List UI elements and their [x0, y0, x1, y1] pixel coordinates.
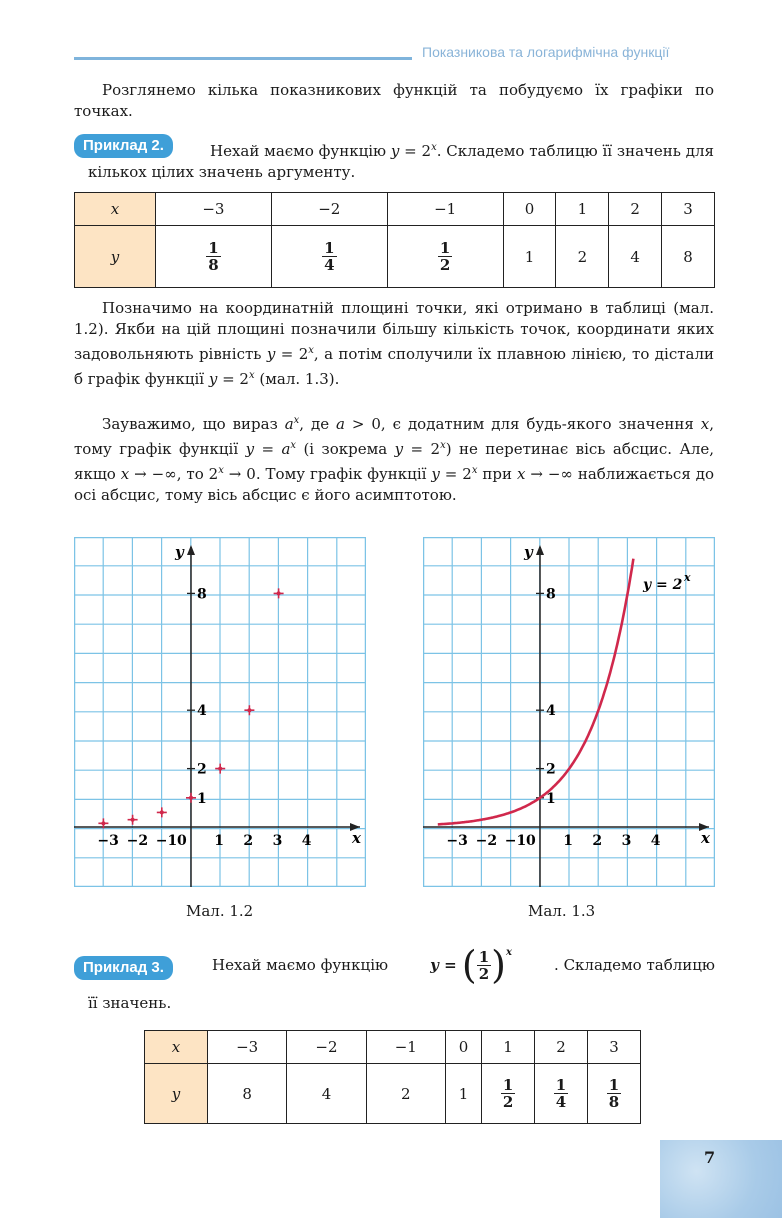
table-cell-y: 4 [609, 226, 662, 288]
paragraph-plot-points: Позначимо на координатній площині точки, які отримано в таблиці (мал. 1.2). Якби на цій площині позначили більшу кількість точок, координати яких задовольняють рівність $y = 2^x$, а потім сполучили їх плавною лінією, то дістали б графік функції $y = 2^x$ (мал. 1.3). [74, 299, 714, 388]
x-tick-label: 4 [650, 833, 661, 849]
table-cell-y: 8 [208, 1064, 287, 1124]
x-tick-label: −2 [475, 833, 498, 849]
data-point-dot [189, 796, 193, 800]
x-axis-label: x [352, 829, 361, 847]
table-cell-y [587, 1064, 640, 1124]
y-axis-arrow [187, 545, 195, 555]
table-row-y [75, 226, 715, 288]
table-cell-y [156, 226, 272, 288]
data-point-dot [277, 591, 281, 595]
table-cell-x: 1 [556, 193, 609, 226]
decorative-page-corner [660, 1140, 782, 1218]
x-tick-label: 1 [214, 833, 224, 849]
table-cell-y [387, 226, 503, 288]
values-table-1 [74, 192, 715, 288]
figure-1-2-caption: Мал. 1.2 [186, 902, 254, 920]
curve-label: y = 2 [643, 577, 683, 593]
example-2-text: Нехай маємо функцію $y = 2^x$. Складемо таблицю її значень для кількох цілих значень аргументу. [88, 142, 714, 181]
curve-2-pow-x [438, 559, 634, 825]
running-header: Показникова та логарифмічна функції [422, 44, 670, 60]
table-row-y [145, 1064, 641, 1124]
y-tick-label: 1 [546, 790, 556, 807]
table-header-x: x [75, 193, 156, 226]
fraction: $\frac{1}{8}$ [208, 239, 219, 274]
table-cell-y [482, 1064, 535, 1124]
paragraph-asymptote: Зауважимо, що вираз $a^x$, де a > 0, є додатним для будь-якого значення x, тому графік функції $y = a^x$ (і зокрема $y = 2^x$) не перетинає вісь абсцис. Але, якщо x → −∞, то $2^x \to 0$. Тому графік функції $y = 2^x$ при x → −∞ наближається до осі абсцис, тому вісь абсцис є його асимптотою. [74, 415, 715, 504]
intro-paragraph: Розглянемо кілька показникових функцій та побудуємо їх графіки по точках. [74, 81, 714, 120]
x-tick-label: −3 [97, 833, 119, 849]
x-tick-label: 0 [177, 833, 187, 849]
values-table-2 [144, 1030, 641, 1124]
x-tick-label: 3 [621, 833, 632, 849]
table-cell-y: 8 [662, 226, 715, 288]
y-tick-label: 1 [197, 790, 207, 807]
table-cell-x: 2 [609, 193, 662, 226]
data-point-dot [247, 708, 251, 712]
table-header-y: y [75, 226, 156, 288]
table-cell-x: 1 [482, 1031, 535, 1064]
example-3-text: Нехай маємо функцію y = ( $\frac{1}{2}$ ) $^x$ . Складемо таблицю [212, 943, 715, 987]
header-rule [74, 57, 412, 60]
table-cell-y: 2 [366, 1064, 445, 1124]
y-tick-label: 4 [546, 703, 556, 720]
y-tick-label: 4 [197, 703, 207, 720]
table-cell-x: −3 [156, 193, 272, 226]
example-3-text-line2: її значень. [88, 994, 172, 1012]
table-cell-x: −2 [287, 1031, 366, 1064]
table-cell-y: 1 [503, 226, 556, 288]
fraction: $\frac{1}{8}$ [608, 1076, 620, 1111]
fraction: $\frac{1}{2}$ [439, 239, 451, 274]
table-cell-y: 2 [556, 226, 609, 288]
table-cell-x: 3 [587, 1031, 640, 1064]
table-cell-x: −1 [387, 193, 503, 226]
data-point-dot [101, 821, 105, 825]
fraction: $\frac{1}{4}$ [555, 1076, 567, 1111]
x-tick-label: 0 [526, 833, 536, 849]
data-point-dot [131, 818, 135, 822]
x-tick-label: 3 [272, 833, 283, 849]
x-tick-label: −1 [504, 833, 527, 849]
figure-1-3-caption: Мал. 1.3 [528, 902, 596, 920]
table-cell-x: −2 [271, 193, 387, 226]
table-header-x: x [145, 1031, 208, 1064]
table-cell-y [271, 226, 387, 288]
page-number: 7 [704, 1148, 716, 1167]
y-tick-label: 8 [197, 586, 207, 603]
table-cell-x: −3 [208, 1031, 287, 1064]
fraction: $\frac{1}{4}$ [324, 239, 335, 274]
figure-1-2-scatter [74, 537, 366, 887]
table-header-y: y [145, 1064, 208, 1124]
x-tick-label: −1 [155, 833, 178, 849]
y-tick-label: 2 [546, 761, 556, 778]
y-axis-label: y [175, 543, 184, 561]
table-cell-y: 1 [445, 1064, 481, 1124]
x-tick-label: 2 [243, 833, 254, 849]
table-cell-x: 0 [503, 193, 556, 226]
table-cell-x: 0 [445, 1031, 481, 1064]
x-tick-label: −3 [446, 833, 468, 849]
x-tick-label: −2 [126, 833, 149, 849]
example-2-badge: Приклад 2. [74, 134, 173, 158]
table-cell-x: 2 [535, 1031, 588, 1064]
x-tick-label: 2 [592, 833, 603, 849]
data-point-dot [160, 810, 164, 814]
table-cell-x: −1 [366, 1031, 445, 1064]
curve-label-exponent: x [684, 571, 691, 584]
fraction: $\frac{1}{2}$ [502, 1076, 514, 1111]
x-axis-label: x [701, 829, 710, 847]
x-tick-label: 1 [563, 833, 573, 849]
table-cell-x: 3 [662, 193, 715, 226]
table-cell-y [535, 1064, 588, 1124]
data-point-dot [218, 767, 222, 771]
example-3-badge: Приклад 3. [74, 956, 173, 980]
y-axis-arrow [536, 545, 544, 555]
y-axis-label: y [524, 543, 533, 561]
table-row-x [145, 1031, 641, 1064]
y-tick-label: 8 [546, 586, 556, 603]
y-tick-label: 2 [197, 761, 207, 778]
fraction-one-half: $\frac{1}{2}$ [478, 947, 490, 983]
figure-1-3-curve [423, 537, 715, 887]
table-cell-y: 4 [287, 1064, 366, 1124]
x-tick-label: 4 [301, 833, 312, 849]
table-row-x [75, 193, 715, 226]
